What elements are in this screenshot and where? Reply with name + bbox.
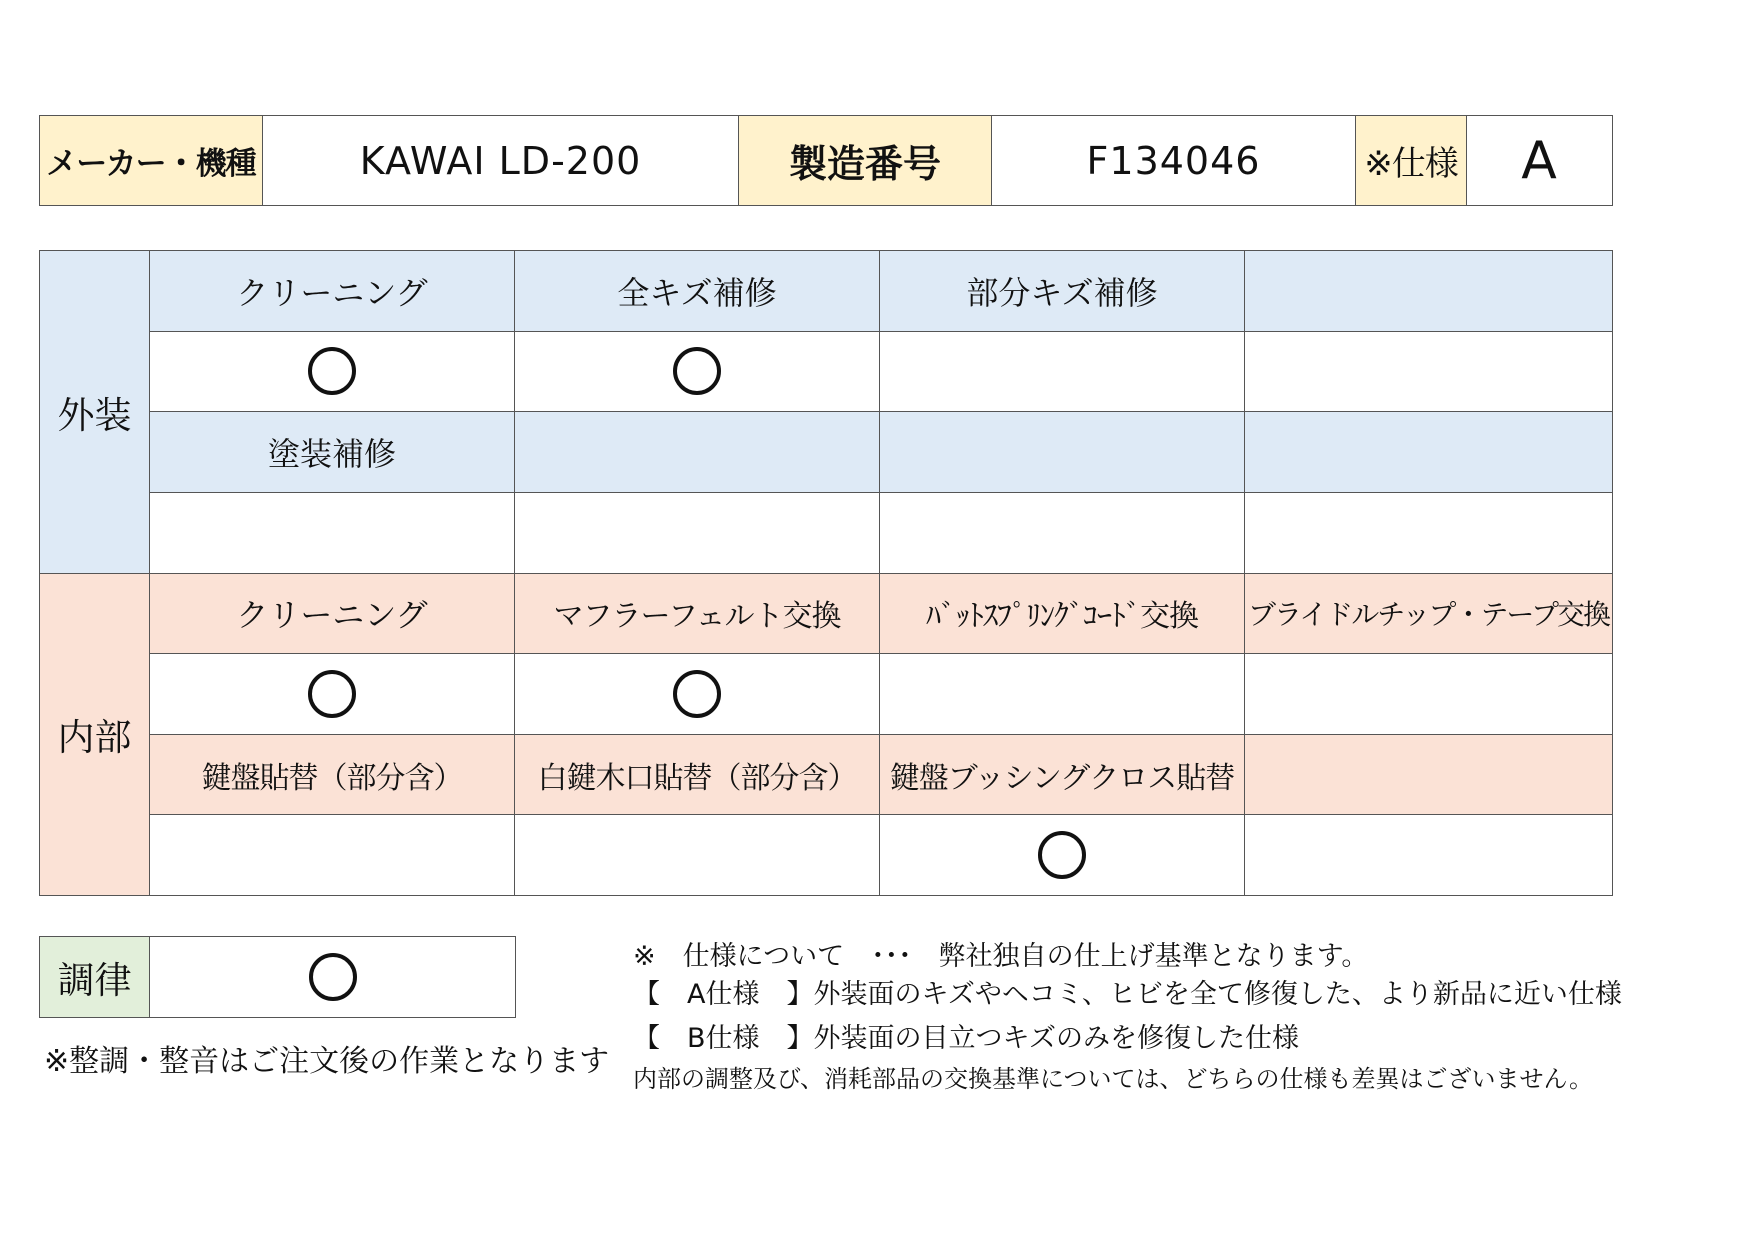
- exterior-item-empty: [1245, 412, 1613, 493]
- serial-value: F134046: [992, 116, 1356, 206]
- interior-item-key-bushing-cloth: 鍵盤ブッシングクロス貼替: [880, 734, 1245, 815]
- interior-mark-row-1: [40, 654, 1613, 735]
- maker-label: メーカー・機種: [40, 116, 263, 206]
- exterior-item-empty: [515, 412, 880, 493]
- interior-mark-row-2: [40, 815, 1613, 896]
- exterior-mark-row-1: [40, 331, 1613, 412]
- exterior-item-partial-scratch-repair: 部分キズ補修: [880, 251, 1245, 332]
- mark-cell: [515, 815, 880, 896]
- mark-cell: [880, 815, 1245, 896]
- mark-cell: [880, 331, 1245, 412]
- circle-mark-icon: [308, 347, 356, 395]
- tuning-table: [39, 936, 516, 1018]
- spec-note-interior: 内部の調整及び、消耗部品の交換基準については、どちらの仕様も差異はございません。: [633, 1065, 1593, 1093]
- interior-item-muffler-felt: マフラーフェルト交換: [515, 573, 880, 654]
- mark-cell: [150, 654, 515, 735]
- mark-cell: [515, 654, 880, 735]
- exterior-header-row-2: [40, 412, 1613, 493]
- circle-mark-icon: [673, 670, 721, 718]
- serial-label: 製造番号: [739, 116, 992, 206]
- mark-cell: [515, 331, 880, 412]
- mark-cell: [150, 815, 515, 896]
- mark-cell: [880, 654, 1245, 735]
- exterior-section-label: 外装: [40, 251, 150, 574]
- spec-note-title: ※ 仕様について ･･･ 弊社独自の仕上げ基準となります。: [633, 941, 1369, 972]
- interior-item-key-recover: 鍵盤貼替（部分含）: [150, 734, 515, 815]
- exterior-item-empty: [880, 412, 1245, 493]
- mark-cell: [1245, 492, 1613, 573]
- exterior-item-cleaning: クリーニング: [150, 251, 515, 332]
- spec-label: ※仕様: [1356, 116, 1467, 206]
- interior-item-white-key-front: 白鍵木口貼替（部分含）: [515, 734, 880, 815]
- service-table: [39, 250, 1613, 896]
- exterior-item-full-scratch-repair: 全キズ補修: [515, 251, 880, 332]
- header-table: [39, 115, 1613, 206]
- interior-item-empty: [1245, 734, 1613, 815]
- tuning-label: 調律: [40, 937, 150, 1018]
- mark-cell: [150, 331, 515, 412]
- mark-cell: [150, 492, 515, 573]
- circle-mark-icon: [308, 670, 356, 718]
- interior-header-row-1: [40, 573, 1613, 654]
- interior-item-cleaning: クリーニング: [150, 573, 515, 654]
- circle-mark-icon: [1038, 831, 1086, 879]
- tuning-mark-cell: [150, 937, 516, 1018]
- spec-note-a: 【 A仕様 】外装面のキズやヘコミ、ヒビを全て修復した、より新品に近い仕様: [633, 979, 1622, 1010]
- maker-value: KAWAI LD-200: [263, 116, 739, 206]
- order-note: ※整調・整音はご注文後の作業となります: [44, 1044, 610, 1079]
- spec-note-b: 【 B仕様 】外装面の目立つキズのみを修復した仕様: [633, 1023, 1299, 1054]
- exterior-mark-row-2: [40, 492, 1613, 573]
- circle-mark-icon: [309, 953, 357, 1001]
- mark-cell: [1245, 654, 1613, 735]
- interior-item-butt-spring-cord: ﾊﾞｯﾄｽﾌﾟﾘﾝｸﾞｺｰﾄﾞ交換: [880, 573, 1245, 654]
- spec-value: A: [1467, 116, 1613, 206]
- spec-notes: [633, 938, 1622, 1098]
- exterior-item-paint-repair: 塗装補修: [150, 412, 515, 493]
- exterior-item-empty: [1245, 251, 1613, 332]
- mark-cell: [1245, 815, 1613, 896]
- interior-section-label: 内部: [40, 573, 150, 896]
- interior-header-row-2: [40, 734, 1613, 815]
- mark-cell: [880, 492, 1245, 573]
- mark-cell: [515, 492, 880, 573]
- circle-mark-icon: [673, 347, 721, 395]
- mark-cell: [1245, 331, 1613, 412]
- interior-item-bridle-tape: ブライドルチップ・テープ交換: [1245, 573, 1613, 654]
- exterior-header-row-1: [40, 251, 1613, 332]
